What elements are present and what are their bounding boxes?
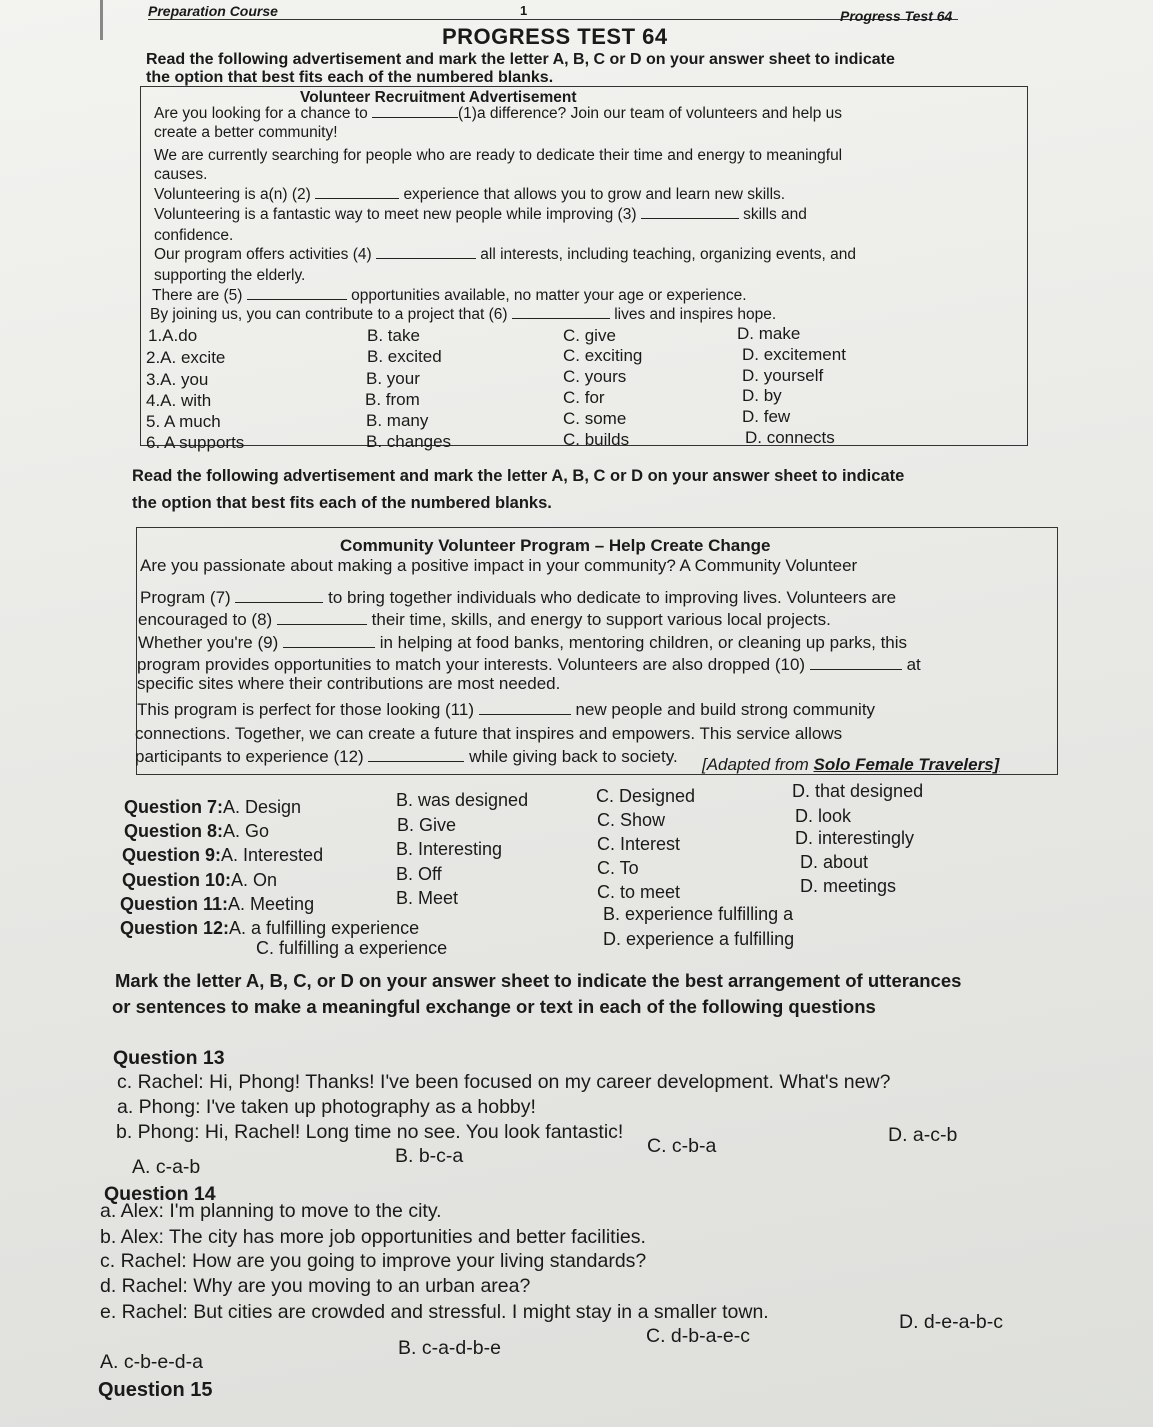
ad2-line-3: encouraged to (8) their time, skills, and energy to support various local projects.: [138, 610, 831, 629]
page-number: 1: [520, 3, 528, 18]
q1-option-d: D. make: [737, 324, 801, 343]
q10-option-b: B. Off: [396, 864, 442, 884]
q9-option-c: C. Interest: [597, 834, 681, 854]
ad1-line-7: confidence.: [154, 227, 234, 244]
q5-option-d: D. few: [742, 407, 791, 426]
ad1-line-6: Volunteering is a fantastic way to meet new people while improving (3) skills and: [154, 206, 807, 223]
q3-option-d: D. yourself: [742, 366, 824, 385]
q9-row: Question 9:A. Interested: [122, 845, 324, 865]
q14-line-d: d. Rachel: Why are you moving to an urban area?: [100, 1275, 531, 1297]
ad1-line-2: create a better community!: [154, 124, 338, 141]
q1-option-c: C. give: [563, 326, 616, 345]
ad2-line-8: connections. Together, we can create a future that inspires and empowers. This service allows: [135, 724, 843, 743]
ad1-line-4: causes.: [154, 166, 208, 183]
ad1-line-11: By joining us, you can contribute to a project that (6) lives and inspires hope.: [150, 306, 777, 323]
test-label: Progress Test 64: [840, 8, 953, 24]
q2-option-d: D. excitement: [742, 345, 846, 364]
q9-option-b: B. Interesting: [396, 839, 503, 859]
q3-option-a: 3.A. you: [146, 370, 209, 389]
ad1-line-10: There are (5) opportunities available, no matter your age or experience.: [152, 287, 747, 304]
q5-option-b: B. many: [366, 411, 429, 430]
q8-option-d: D. look: [795, 806, 852, 826]
q2-option-b: B. excited: [367, 347, 442, 366]
ad2-line-2: Program (7) to bring together individuals who dedicate to improving lives. Volunteers are: [140, 588, 897, 607]
q14-line-b: b. Alex: The city has more job opportunities and better facilities.: [100, 1226, 646, 1248]
q13-option-a: A. c-a-b: [132, 1156, 201, 1178]
q13-option-d: D. a-c-b: [888, 1124, 958, 1146]
q15-label: Question 15: [98, 1379, 213, 1401]
ad2-line-4: Whether you're (9) in helping at food banks, mentoring children, or cleaning up parks, this: [138, 633, 908, 652]
q5-option-a: 5. A much: [146, 412, 221, 431]
ad1-line-5: Volunteering is a(n) (2) experience that allows you to grow and learn new skills.: [154, 186, 786, 203]
q4-option-c: C. for: [563, 388, 605, 407]
section1-instruction-line1: Read the following advertisement and mark the letter A, B, C or D on your answer sheet to indicate: [146, 51, 895, 68]
q12-option-b: B. experience fulfilling a: [603, 904, 794, 924]
q14-option-a: A. c-b-e-d-a: [100, 1351, 203, 1373]
ad1-line-3: We are currently searching for people who are ready to dedicate their time and energy to meaningful: [154, 147, 843, 164]
q14-line-c: c. Rachel: How are you going to improve your living standards?: [100, 1250, 647, 1272]
q10-option-c: C. To: [597, 858, 639, 878]
q6-option-b: B. changes: [366, 432, 452, 451]
q13-line-a: a. Phong: I've taken up photography as a hobby!: [117, 1096, 536, 1118]
q6-option-c: C. builds: [563, 430, 630, 449]
q12-row: Question 12:A. a fulfilling experience: [120, 918, 420, 938]
q7-option-d: D. that designed: [792, 781, 924, 801]
header-rule: [148, 19, 958, 20]
q6-option-a: 6. A supports: [146, 433, 245, 452]
q14-option-b: B. c-a-d-b-e: [398, 1337, 501, 1359]
q7-option-b: B. was designed: [396, 790, 529, 810]
q13-option-b: B. b-c-a: [395, 1145, 464, 1167]
q11-option-c: C. to meet: [597, 882, 681, 902]
ad2-line-6: specific sites where their contributions are most needed.: [137, 674, 561, 693]
q11-row: Question 11:A. Meeting: [120, 894, 315, 914]
ad2-line-9: participants to experience (12) while giving back to society.: [135, 747, 678, 766]
q7-option-c: C. Designed: [596, 786, 696, 806]
q2-option-a: 2.A. excite: [146, 348, 226, 367]
section2-instruction-line1: Read the following advertisement and mark the letter A, B, C or D on your answer sheet to indicate: [132, 467, 905, 485]
q11-option-b: B. Meet: [396, 888, 459, 908]
q13-line-c: c. Rachel: Hi, Phong! Thanks! I've been focused on my career development. What's new?: [117, 1071, 891, 1093]
section2-instruction-line2: the option that best fits each of the numbered blanks.: [132, 494, 552, 512]
q11-option-d: D. meetings: [800, 876, 897, 896]
source-citation: [Adapted from Solo Female Travelers]: [702, 755, 1000, 774]
q7-row: Question 7:A. Design: [124, 797, 302, 817]
q14-option-d: D. d-e-a-b-c: [899, 1311, 1004, 1333]
q5-option-c: C. some: [563, 409, 627, 428]
q8-row: Question 8:A. Go: [124, 821, 270, 841]
q10-row: Question 10:A. On: [122, 870, 278, 890]
q2-option-c: C. exciting: [563, 346, 643, 365]
q14-line-e: e. Rachel: But cities are crowded and stressful. I might stay in a smaller town.: [100, 1301, 769, 1323]
q3-option-c: C. yours: [563, 367, 627, 386]
q1-option-b: B. take: [367, 326, 420, 345]
q6-option-d: D. connects: [745, 428, 835, 447]
q3-option-b: B. your: [366, 369, 420, 388]
q13-line-b: b. Phong: Hi, Rachel! Long time no see. You look fantastic!: [116, 1121, 624, 1143]
q12-option-c: C. fulfilling a experience: [256, 938, 448, 958]
ad1-line-1: Are you looking for a chance to (1)a difference? Join our team of volunteers and help us: [154, 105, 843, 122]
q13-label: Question 13: [113, 1047, 225, 1069]
ad2-line-1: Are you passionate about making a positive impact in your community? A Community Volunteer: [140, 556, 858, 575]
community-ad-title: Community Volunteer Program – Help Create Change: [340, 536, 771, 555]
ad1-line-8: Our program offers activities (4) all interests, including teaching, organizing events, and: [154, 246, 856, 263]
q10-option-d: D. about: [800, 852, 869, 872]
q9-option-d: D. interestingly: [795, 828, 915, 848]
volunteer-ad-title: Volunteer Recruitment Advertisement: [300, 89, 577, 106]
section3-instruction-line2: or sentences to make a meaningful exchange or text in each of the following questions: [112, 996, 876, 1017]
q14-option-c: C. d-b-a-e-c: [646, 1325, 751, 1347]
q1-option-a: 1.A.do: [148, 326, 198, 345]
section1-instruction-line2: the option that best fits each of the numbered blanks.: [146, 69, 554, 86]
q14-label: Question 14: [104, 1183, 216, 1205]
q8-option-c: C. Show: [597, 810, 666, 830]
course-label: Preparation Course: [148, 3, 278, 19]
q4-option-a: 4.A. with: [146, 391, 212, 410]
q4-option-d: D. by: [742, 386, 782, 405]
page-fold-line: [100, 0, 103, 40]
ad1-line-9: supporting the elderly.: [154, 267, 306, 284]
page-title: PROGRESS TEST 64: [442, 24, 668, 49]
ad2-line-7: This program is perfect for those looking (11) new people and build strong community: [137, 700, 876, 719]
q8-option-b: B. Give: [397, 815, 457, 835]
q14-line-a: a. Alex: I'm planning to move to the city.: [100, 1200, 442, 1222]
ad2-line-5: program provides opportunities to match your interests. Volunteers are also dropped (10) at: [137, 655, 921, 674]
q13-option-c: C. c-b-a: [647, 1135, 717, 1157]
q4-option-b: B. from: [365, 390, 420, 409]
section3-instruction-line1: Mark the letter A, B, C, or D on your answer sheet to indicate the best arrangement of utterances: [115, 970, 962, 991]
q12-option-d: D. experience a fulfilling: [603, 929, 795, 949]
